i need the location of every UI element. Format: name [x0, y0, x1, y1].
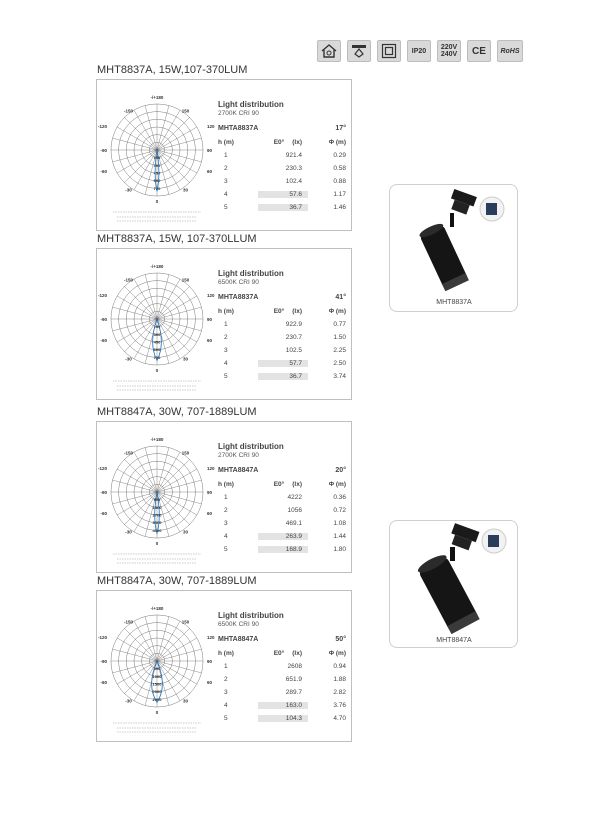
cell-illuminance: 469.1: [285, 520, 302, 527]
polar-angle-label: -/+180: [150, 437, 164, 442]
col-height: h (m): [218, 650, 234, 657]
beam-angle: 17°: [335, 125, 346, 132]
cell-height: 2: [224, 676, 228, 683]
table-row: [218, 712, 346, 725]
cell-height: 2: [224, 334, 228, 341]
col-illuminance: [258, 308, 308, 315]
polar-angle-label: -90: [100, 148, 107, 153]
driver-icon: [347, 40, 371, 62]
product-card-mht8847a: [389, 520, 518, 648]
light-distribution-table: [218, 269, 346, 383]
cell-height: 4: [224, 702, 228, 709]
cell-diameter: 0.72: [333, 507, 346, 514]
light-distribution-card-1: [96, 79, 352, 231]
cell-illuminance: 104.3: [258, 715, 308, 722]
light-distribution-title: Light distribution: [218, 442, 284, 451]
cell-height: 4: [224, 191, 228, 198]
cell-illuminance: 168.9: [258, 546, 308, 553]
cell-height: 2: [224, 507, 228, 514]
polar-angle-label: 90: [207, 659, 213, 664]
cell-height: 1: [224, 321, 228, 328]
table-row: [218, 331, 346, 344]
polar-angle-label: -150: [123, 277, 133, 283]
polar-angle-label: -90: [100, 659, 107, 664]
col-lux-unit: (lx): [292, 650, 302, 657]
polar-angle-label: -/+180: [150, 95, 164, 100]
cell-height: 2: [224, 165, 228, 172]
cell-diameter: 0.29: [333, 152, 346, 159]
cell-illuminance: 36.7: [258, 204, 308, 211]
polar-ring-label: 2000: [152, 689, 162, 695]
spotlight-image: [390, 521, 519, 649]
polar-ring-label: 300: [153, 331, 161, 337]
model-header-row: [218, 467, 346, 474]
cell-illuminance: 651.9: [285, 676, 302, 683]
voltage-rating: [437, 40, 461, 62]
cell-diameter: 2.50: [333, 360, 346, 367]
polar-angle-label: -60: [100, 511, 107, 516]
polar-angle-label: 60: [207, 169, 213, 174]
model-header-row: [218, 636, 346, 643]
polar-angle-label: -120: [97, 634, 107, 640]
rohs-mark: RoHS: [497, 40, 523, 62]
model-code: MHTA8837A: [218, 125, 259, 132]
polar-angle-label: 90: [207, 490, 213, 495]
light-distribution-card-3: [96, 421, 352, 573]
table-column-headers: [218, 308, 346, 315]
polar-angle-label: 30: [183, 698, 189, 704]
cell-height: 5: [224, 373, 228, 380]
ce-mark: CE: [467, 40, 491, 62]
cell-diameter: 2.25: [333, 347, 346, 354]
table-column-headers: [218, 650, 346, 657]
cell-height: 1: [224, 152, 228, 159]
table-row: [218, 357, 346, 370]
cell-illuminance: 102.5: [285, 347, 302, 354]
cell-illuminance: 921.4: [285, 152, 302, 159]
polar-angle-label: -60: [100, 169, 107, 174]
cell-diameter: 0.88: [333, 178, 346, 185]
col-diameter: Φ (m): [328, 308, 346, 315]
polar-angle-label: 120: [207, 123, 215, 129]
polar-angle-label: 0: [155, 541, 159, 546]
cell-diameter: 0.36: [333, 494, 346, 501]
voltage-top: 220V: [440, 44, 458, 51]
light-distribution-title: Light distribution: [218, 269, 284, 278]
cell-height: 1: [224, 494, 228, 501]
cell-diameter: 1.50: [333, 334, 346, 341]
col-height: h (m): [218, 139, 234, 146]
polar-angle-label: -90: [100, 490, 107, 495]
table-row: [218, 517, 346, 530]
model-header-row: [218, 125, 346, 132]
polar-angle-label: 120: [207, 292, 215, 298]
cell-illuminance: 922.9: [285, 321, 302, 328]
polar-ring-label: 1500: [152, 681, 162, 687]
table-row: [218, 660, 346, 673]
cell-illuminance: 57.6: [258, 191, 308, 198]
certification-icons: [317, 40, 523, 62]
table-row: [218, 344, 346, 357]
cell-diameter: 1.88: [333, 676, 346, 683]
polar-ring-label: 600: [153, 178, 161, 184]
cell-diameter: 3.74: [333, 373, 346, 380]
beam-angle: 20°: [335, 467, 346, 474]
light-distribution-title: Light distribution: [218, 611, 284, 620]
col-height: h (m): [218, 308, 234, 315]
cct-cri-label: 2700K CRI 90: [218, 452, 259, 459]
beam-angle: 50°: [335, 636, 346, 643]
polar-angle-label: 150: [181, 108, 190, 114]
section-title-1: MHT8837A, 15W,107-370LUM: [97, 64, 248, 76]
light-distribution-card-4: [96, 590, 352, 742]
table-row: [218, 370, 346, 383]
polar-ring-label: 750: [153, 185, 161, 191]
polar-ring-label: 2700: [152, 512, 162, 518]
col-illuminance: [258, 650, 308, 657]
polar-angle-label: 60: [207, 338, 213, 343]
cell-diameter: 0.77: [333, 321, 346, 328]
cell-illuminance: 289.7: [285, 689, 302, 696]
col-illuminance-label: E0°: [273, 481, 285, 488]
polar-angle-label: 0: [155, 710, 159, 715]
polar-ring-label: 750: [153, 354, 161, 360]
section-title-2: MHT8837A, 15W, 107-370LLUM: [97, 233, 257, 245]
polar-ring-label: 4500: [152, 527, 162, 533]
class-ii-icon: [377, 40, 401, 62]
polar-angle-label: -/+180: [150, 264, 164, 269]
col-diameter: Φ (m): [328, 481, 346, 488]
cell-illuminance: 4222: [287, 494, 302, 501]
polar-ring-label: 500: [153, 666, 161, 672]
table-row: [218, 162, 346, 175]
polar-angle-label: -120: [97, 123, 107, 129]
polar-angle-label: 90: [207, 317, 213, 322]
cell-height: 1: [224, 663, 228, 670]
polar-angle-label: 0: [155, 368, 159, 373]
polar-angle-label: 150: [181, 277, 190, 283]
light-distribution-table: [218, 100, 346, 214]
table-row: [218, 175, 346, 188]
polar-angle-label: -30: [125, 698, 132, 704]
col-height: h (m): [218, 481, 234, 488]
col-lux-unit: (lx): [292, 481, 302, 488]
polar-angle-label: -90: [100, 317, 107, 322]
polar-ring-label: 150: [153, 155, 161, 161]
cell-diameter: 1.08: [333, 520, 346, 527]
polar-angle-label: -30: [125, 187, 132, 193]
table-row: [218, 673, 346, 686]
polar-angle-label: 60: [207, 680, 213, 685]
cell-illuminance: 102.4: [285, 178, 302, 185]
polar-angle-label: -/+180: [150, 606, 164, 611]
col-diameter: Φ (m): [328, 650, 346, 657]
table-row: [218, 491, 346, 504]
col-illuminance-label: E0°: [273, 650, 285, 657]
polar-ring-label: 900: [153, 497, 161, 503]
polar-ring-label: 300: [153, 162, 161, 168]
polar-angle-label: -30: [125, 529, 132, 535]
polar-angle-label: 90: [207, 148, 213, 153]
cell-diameter: 1.44: [333, 533, 346, 540]
polar-ring-label: 2500: [152, 696, 162, 702]
voltage-bottom: 240V: [440, 51, 458, 58]
spotlight-image: [390, 185, 519, 313]
product-card-mht8837a: [389, 184, 518, 312]
polar-diagram: [97, 426, 215, 568]
cell-illuminance: 263.9: [258, 533, 308, 540]
cell-illuminance: 163.0: [258, 702, 308, 709]
cell-diameter: 1.46: [333, 204, 346, 211]
table-row: [218, 188, 346, 201]
polar-angle-label: -150: [123, 108, 133, 114]
model-header-row: [218, 294, 346, 301]
table-row: [218, 686, 346, 699]
polar-ring-label: 1000: [152, 673, 162, 679]
cell-height: 5: [224, 715, 228, 722]
polar-angle-label: -30: [125, 356, 132, 362]
polar-ring-label: 450: [153, 339, 161, 345]
model-code: MHTA8847A: [218, 467, 259, 474]
cell-height: 5: [224, 546, 228, 553]
col-lux-unit: (lx): [292, 308, 302, 315]
cell-illuminance: 1056: [287, 507, 302, 514]
col-lux-unit: (lx): [292, 139, 302, 146]
cell-height: 4: [224, 360, 228, 367]
cell-height: 3: [224, 347, 228, 354]
product-label: MHT8837A: [436, 299, 472, 306]
table-row: [218, 543, 346, 556]
polar-angle-label: -120: [97, 465, 107, 471]
cct-cri-label: 6500K CRI 90: [218, 279, 259, 286]
polar-angle-label: -120: [97, 292, 107, 298]
polar-angle-label: 120: [207, 465, 215, 471]
section-title-3: MHT8847A, 30W, 707-1889LUM: [97, 406, 257, 418]
polar-angle-label: -150: [123, 619, 133, 625]
cell-diameter: 1.17: [333, 191, 346, 198]
table-row: [218, 699, 346, 712]
table-row: [218, 530, 346, 543]
polar-diagram: [97, 595, 215, 737]
cell-illuminance: 230.7: [285, 334, 302, 341]
beam-angle: 41°: [335, 294, 346, 301]
polar-angle-label: 120: [207, 634, 215, 640]
polar-angle-label: 60: [207, 511, 213, 516]
cell-diameter: 0.58: [333, 165, 346, 172]
light-distribution-table: [218, 611, 346, 725]
polar-angle-label: 30: [183, 356, 189, 362]
polar-angle-label: 150: [181, 619, 190, 625]
cell-height: 5: [224, 204, 228, 211]
table-column-headers: [218, 139, 346, 146]
cell-diameter: 2.82: [333, 689, 346, 696]
polar-angle-label: -60: [100, 338, 107, 343]
table-row: [218, 318, 346, 331]
ip-rating: IP20: [407, 40, 431, 62]
col-illuminance-label: E0°: [273, 308, 285, 315]
cell-height: 3: [224, 689, 228, 696]
polar-ring-label: 3600: [152, 520, 162, 526]
cell-diameter: 4.70: [333, 715, 346, 722]
cell-height: 3: [224, 178, 228, 185]
cell-height: 3: [224, 520, 228, 527]
polar-ring-label: 600: [153, 347, 161, 353]
section-title-4: MHT8847A, 30W, 707-1889LUM: [97, 575, 257, 587]
col-diameter: Φ (m): [328, 139, 346, 146]
cell-illuminance: 57.7: [258, 360, 308, 367]
cell-diameter: 1.80: [333, 546, 346, 553]
cell-illuminance: 36.7: [258, 373, 308, 380]
polar-angle-label: -60: [100, 680, 107, 685]
model-code: MHTA8837A: [218, 294, 259, 301]
polar-angle-label: -150: [123, 450, 133, 456]
polar-angle-label: 30: [183, 529, 189, 535]
polar-diagram: [97, 84, 215, 226]
col-illuminance: [258, 481, 308, 488]
light-distribution-card-2: [96, 248, 352, 400]
polar-diagram: [97, 253, 215, 395]
table-row: [218, 149, 346, 162]
polar-ring-label: 150: [153, 324, 161, 330]
cct-cri-label: 2700K CRI 90: [218, 110, 259, 117]
cell-diameter: 3.76: [333, 702, 346, 709]
cell-illuminance: 230.3: [285, 165, 302, 172]
cell-height: 4: [224, 533, 228, 540]
cct-cri-label: 6500K CRI 90: [218, 621, 259, 628]
cell-illuminance: 2608: [287, 663, 302, 670]
polar-angle-label: 150: [181, 450, 190, 456]
light-distribution-title: Light distribution: [218, 100, 284, 109]
indoor-use-icon: [317, 40, 341, 62]
polar-ring-label: 1800: [152, 504, 162, 510]
light-distribution-table: [218, 442, 346, 556]
polar-angle-label: 30: [183, 187, 189, 193]
cell-diameter: 0.94: [333, 663, 346, 670]
col-illuminance-label: E0°: [273, 139, 285, 146]
polar-angle-label: 0: [155, 199, 159, 204]
col-illuminance: [258, 139, 308, 146]
product-label: MHT8847A: [436, 637, 472, 644]
table-row: [218, 201, 346, 214]
table-row: [218, 504, 346, 517]
model-code: MHTA8847A: [218, 636, 259, 643]
table-column-headers: [218, 481, 346, 488]
polar-ring-label: 450: [153, 170, 161, 176]
